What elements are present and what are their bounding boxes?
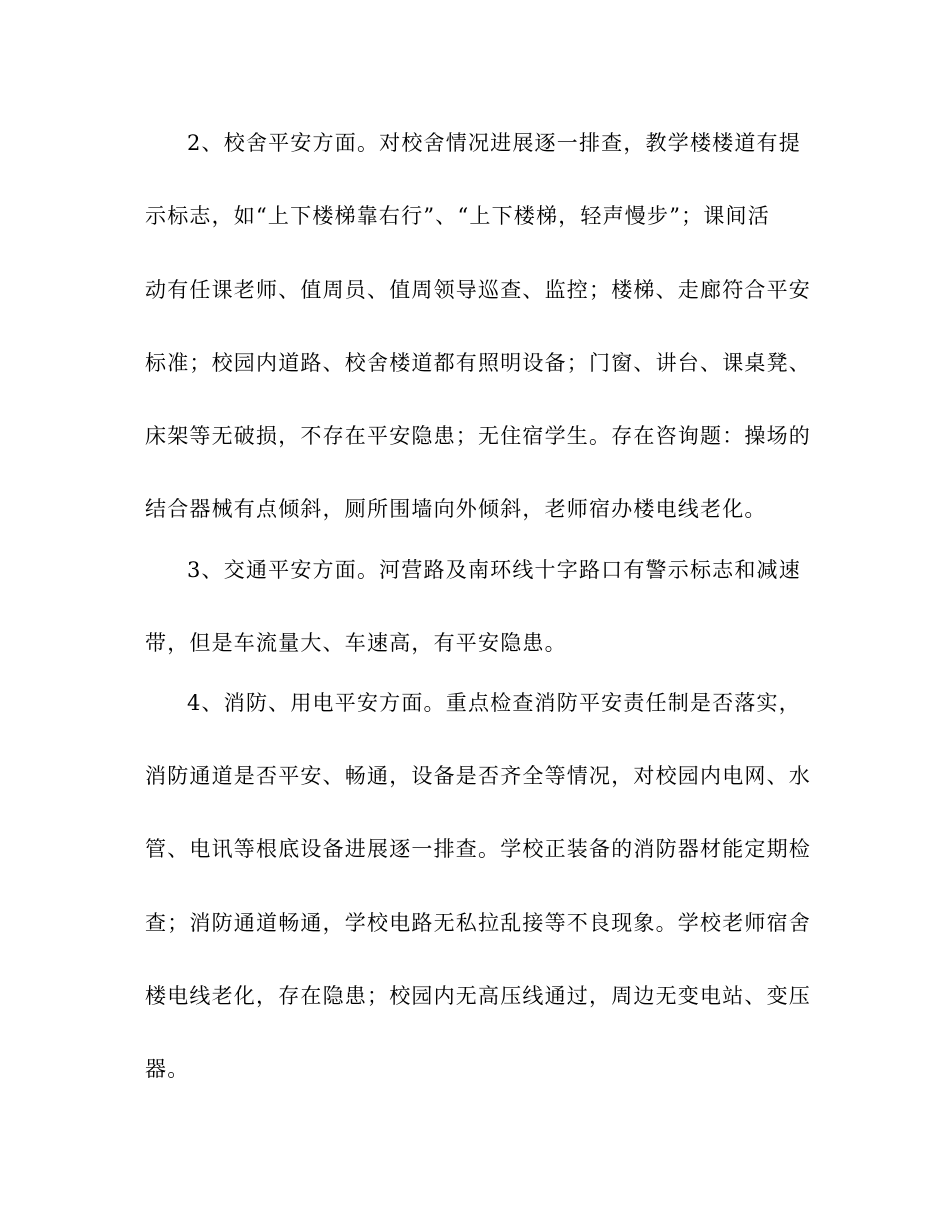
paragraph-4-line-6: 器。 [145, 1057, 190, 1081]
paragraph-4-line-4: 查；消防通道畅通，学校电路无私拉乱接等不良现象。学校老师宿舍 [145, 911, 811, 935]
paragraph-2-line-2: 示标志，如“上下楼梯靠右行”、“上下楼梯，轻声慢步”；课间活 [145, 204, 770, 228]
paragraph-4-line-3: 管、电讯等根底设备进展逐一排查。学校正装备的消防器材能定期检 [145, 837, 811, 861]
paragraph-2-line-1: 2、校舍平安方面。对校舍情况进展逐一排查，教学楼楼道有提 [187, 131, 801, 155]
paragraph-4-line-1: 4、消防、用电平安方面。重点检查消防平安责任制是否落实， [187, 691, 801, 715]
paragraph-2-line-6: 结合器械有点倾斜，厕所围墙向外倾斜，老师宿办楼电线老化。 [145, 497, 767, 521]
paragraph-2-line-3: 动有任课老师、值周员、值周领导巡查、监控；楼梯、走廊符合平安 [145, 278, 811, 302]
paragraph-2-line-5: 床架等无破损，不存在平安隐患；无住宿学生。存在咨询题：操场的 [145, 424, 811, 448]
paragraph-3-line-2: 带，但是车流量大、车速高，有平安隐患。 [145, 631, 567, 655]
paragraph-4-line-5: 楼电线老化，存在隐患；校园内无高压线通过，周边无变电站、变压 [145, 984, 811, 1008]
paragraph-3-line-1: 3、交通平安方面。河营路及南环线十字路口有警示标志和减速 [187, 558, 801, 582]
paragraph-4-line-2: 消防通道是否平安、畅通，设备是否齐全等情况，对校园内电网、水 [145, 764, 811, 788]
paragraph-2-line-4: 标准；校园内道路、校舍楼道都有照明设备；门窗、讲台、课桌凳、 [145, 351, 811, 375]
